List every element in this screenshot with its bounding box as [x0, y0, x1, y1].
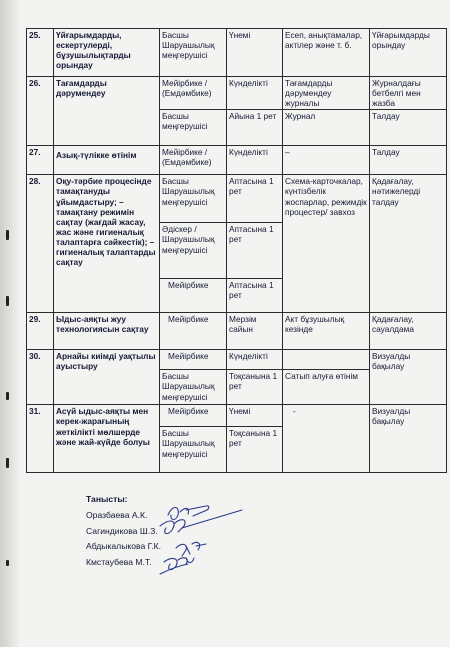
signatory-name: Сагиндикова Ш.З.: [86, 525, 158, 536]
table-row: [27, 175, 447, 223]
table-row: [27, 29, 447, 77]
form-cell: Сатып алуға өтінім: [283, 370, 370, 405]
row-number: 29.: [27, 313, 54, 350]
result-cell: Талдау: [370, 146, 447, 175]
form-cell: Есеп, анықтамалар, актілер және т. б.: [283, 29, 370, 77]
row-number: 26.: [27, 77, 54, 146]
period-cell: Күнделікті: [227, 146, 283, 175]
responsible-cell: Әдіскер / Шаруашылық меңгерушісі: [160, 223, 227, 279]
period-cell: Аптасына 1 рет: [227, 223, 283, 279]
handwritten-signature: [176, 542, 206, 556]
responsible-cell: Басшы меңгерушісі: [160, 110, 227, 146]
table-row: [27, 146, 447, 175]
paper-edge-shadow: [0, 0, 20, 647]
period-cell: Күнделікті: [227, 350, 283, 370]
result-cell: Талдау: [370, 110, 447, 146]
acknowledgement-block: [86, 494, 161, 572]
table-row: [27, 313, 447, 350]
result-cell: Журналдағы бетбелгі мен жазба: [370, 77, 447, 110]
responsible-cell: Мейірбике: [160, 350, 227, 370]
form-cell: –: [283, 146, 370, 175]
period-cell: Аптасына 1 рет: [227, 175, 283, 223]
result-cell: Қадағалау, сауалдама: [370, 313, 447, 350]
binding-mark: [6, 230, 9, 240]
period-cell: Тоқсанына 1 рет: [227, 427, 283, 473]
table-row: [27, 405, 447, 427]
period-cell: Мерзім сайын: [227, 313, 283, 350]
handwritten-signature: [168, 506, 209, 520]
binding-mark: [6, 560, 9, 566]
form-cell: Акт бұзушылық кезінде: [283, 313, 370, 350]
task-cell: Оқу-тәрбие процесінде тамақтануды ұйымдастыру; – тамақтану режимін сақтау (жағдай жасау, жас және гигиеналық талаптарға сәйкестік); – гигиеналық талаптарды сақтау: [54, 175, 160, 313]
result-cell: Үйғарымдарды орындау: [370, 29, 447, 77]
signatory-name: Оразбаева А.К.: [86, 510, 148, 521]
row-number: 27.: [27, 146, 54, 175]
responsible-cell: Мейірбике / (Емдәмбике): [160, 146, 227, 175]
table-row: [27, 77, 447, 110]
signatory-name: Абдыкалыкова Г.К.: [86, 541, 162, 552]
period-cell: Айына 1 рет: [227, 110, 283, 146]
result-cell: Визуалды бақылау: [370, 350, 447, 405]
binding-mark: [6, 296, 9, 306]
period-cell: Тоқсанына 1 рет: [227, 370, 283, 405]
responsible-cell: Басшы Шаруашылық меңгерушісі: [160, 29, 227, 77]
handwritten-signature: [160, 558, 194, 574]
binding-mark: [6, 392, 9, 400]
task-cell: Ыдыс-аяқты жуу технологиясын сақтау: [54, 313, 160, 350]
responsible-cell: Басшы Шаруашылық меңгерушісі: [160, 427, 227, 473]
period-cell: Аптасына 1 рет: [227, 279, 283, 313]
row-number: 25.: [27, 29, 54, 77]
form-cell: [283, 350, 370, 370]
period-cell: Үнемі: [227, 29, 283, 77]
result-cell: Визуалды бақылау: [370, 405, 447, 473]
task-cell: Үйғарымдарды, ескертулерді, бұзушылықтарды орындау: [54, 29, 160, 77]
period-cell: Үнемі: [227, 405, 283, 427]
form-cell: Тағамдарды дәрумендеу журналы: [283, 77, 370, 110]
acknowledgement-heading: Танысты:: [86, 494, 128, 504]
responsible-cell: Басшы Шаруашылық меңгерушісі: [160, 175, 227, 223]
row-number: 28.: [27, 175, 54, 313]
handwritten-signature: [160, 510, 242, 534]
task-cell: Тағамдарды дәрумендеу: [54, 77, 160, 146]
task-cell: Арнайы киімді уақтылы ауыстыру: [54, 350, 160, 405]
row-number: 30.: [27, 350, 54, 405]
signatory-name: Кмстаубева М.Т.: [86, 556, 152, 567]
responsible-cell: Мейірбике: [160, 405, 227, 427]
table-row: [27, 350, 447, 370]
responsible-cell: Басшы Шаруашылық меңгерушісі: [160, 370, 227, 405]
result-cell: Қадағалау, нәтижелерді талдау: [370, 175, 447, 313]
binding-mark: [6, 458, 9, 468]
task-cell: Азық-түлікке өтінім: [54, 146, 160, 175]
form-cell: -: [283, 405, 370, 473]
row-number: 31.: [27, 405, 54, 473]
responsible-cell: Мейірбике: [160, 313, 227, 350]
responsible-cell: Мейірбике / (Емдәмбике): [160, 77, 227, 110]
plan-table: [26, 28, 447, 473]
form-cell: Журнал: [283, 110, 370, 146]
form-cell: Схема-карточкалар, күнтізбелік жоспарлар, режимдік процестер/ завхоз: [283, 175, 370, 313]
task-cell: Асүй ыдыс-аяқты мен керек-жарағының жеткілікті мөлшерде және жай-күйде болуы: [54, 405, 160, 473]
responsible-cell: Мейірбике: [160, 279, 227, 313]
period-cell: Күнделікті: [227, 77, 283, 110]
